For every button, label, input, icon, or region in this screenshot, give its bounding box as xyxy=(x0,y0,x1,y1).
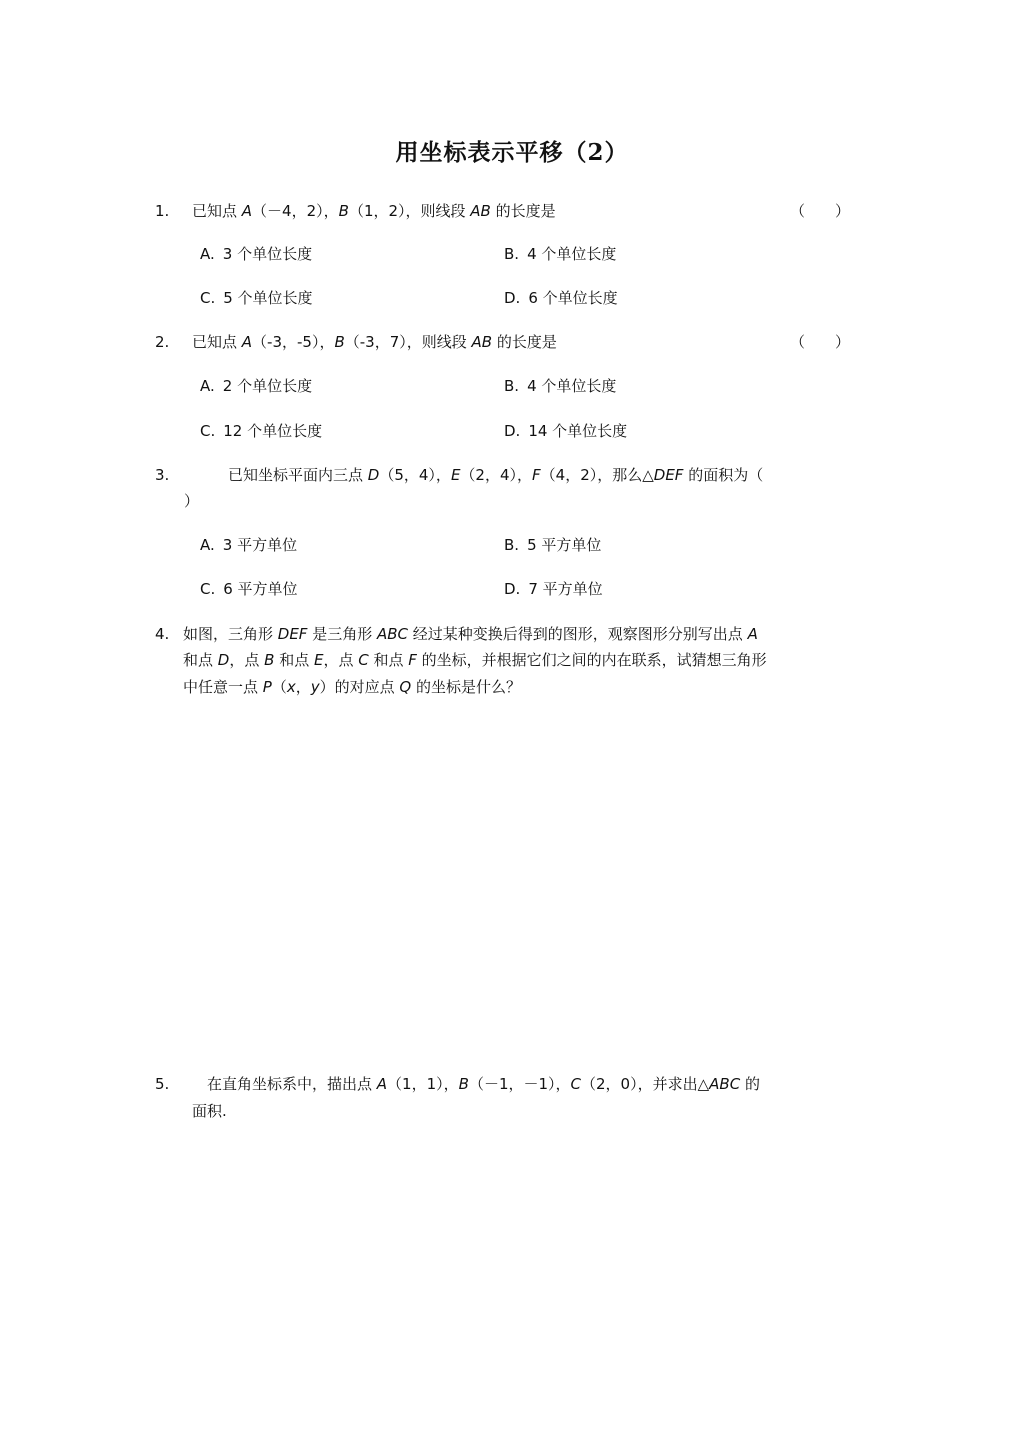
option-c: C. 6 平方单位 xyxy=(200,580,298,598)
question-number: 4. xyxy=(155,625,170,643)
option-c: C. 12 个单位长度 xyxy=(200,422,323,440)
answer-blank: （ ） xyxy=(790,333,851,351)
question-text-line-2: ） xyxy=(184,492,200,510)
question-text: 已知点 A（-3，-5），B（-3，7），则线段 AB 的长度是 xyxy=(192,333,557,351)
question-text-line-2: 面积. xyxy=(192,1102,227,1120)
option-a: A. 3 个单位长度 xyxy=(200,245,313,263)
option-d: D. 6 个单位长度 xyxy=(504,289,618,307)
question-text-line-1: 已知坐标平面内三点 D（5，4），E（2，4），F（4，2），那么△DEF 的面积为（ xyxy=(228,466,764,484)
question-number: 3. xyxy=(155,466,170,484)
option-a: A. 2 个单位长度 xyxy=(200,377,313,395)
option-d: D. 7 平方单位 xyxy=(504,580,603,598)
option-b: B. 4 个单位长度 xyxy=(504,377,617,395)
question-text: 已知点 A（－4，2），B（1，2），则线段 AB 的长度是 xyxy=(192,202,556,220)
question-number: 2. xyxy=(155,333,170,351)
answer-blank: （ ） xyxy=(790,202,851,220)
question-text-line-2: 和点 D，点 B 和点 E，点 C 和点 F 的坐标，并根据它们之间的内在联系，试猜想三角形 xyxy=(183,651,767,669)
option-b: B. 5 平方单位 xyxy=(504,536,602,554)
option-c: C. 5 个单位长度 xyxy=(200,289,313,307)
question-number: 5. xyxy=(155,1075,170,1093)
question-number: 1. xyxy=(155,202,170,220)
option-a: A. 3 平方单位 xyxy=(200,536,298,554)
question-text-line-3: 中任意一点 P（x，y）的对应点 Q 的坐标是什么？ xyxy=(183,678,522,696)
option-b: B. 4 个单位长度 xyxy=(504,245,617,263)
page-title: 用坐标表示平移（2） xyxy=(395,139,629,166)
question-text-line-1: 如图，三角形 DEF 是三角形 ABC 经过某种变换后得到的图形，观察图形分别写出点 A xyxy=(183,625,758,643)
option-d: D. 14 个单位长度 xyxy=(504,422,628,440)
question-text-line-1: 在直角坐标系中，描出点 A（1，1），B（－1，－1），C（2，0），并求出△ABC 的 xyxy=(207,1075,760,1093)
